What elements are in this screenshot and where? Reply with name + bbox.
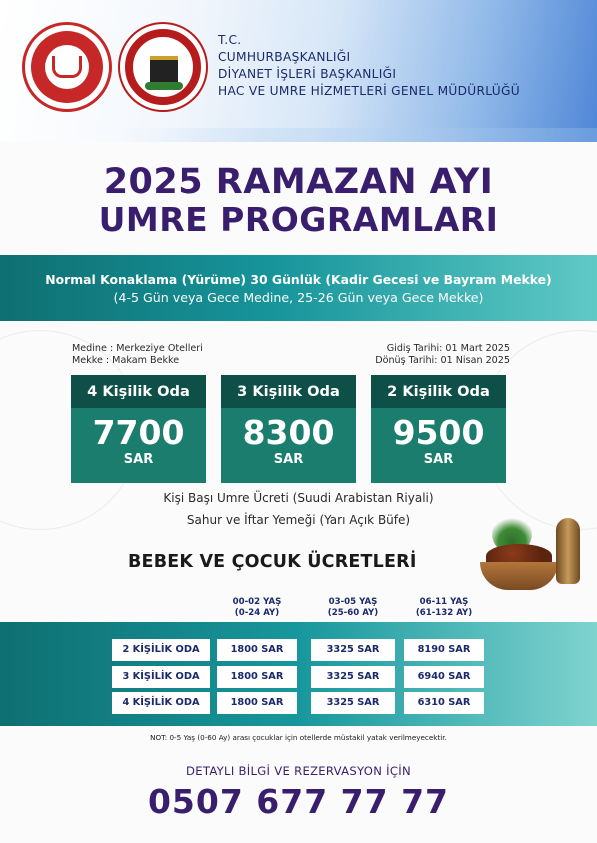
table-cell: 3325 SAR (311, 692, 395, 714)
bowl-icon (480, 562, 558, 590)
room-price: 9500 (392, 413, 485, 452)
age-months: (61-132 AY) (415, 608, 473, 618)
hac-umre-logo (118, 22, 208, 112)
table-cell: 1800 SAR (217, 666, 297, 688)
program-band (0, 255, 597, 321)
children-section-title: BEBEK VE ÇOCUK ÜCRETLERİ (128, 552, 417, 572)
hotel-mekke: Mekke : Makam Bekke (72, 355, 180, 366)
age-column-header (404, 597, 484, 619)
table-row-label: 4 KİŞİLİK ODA (112, 692, 210, 714)
logo-emblem-icon (52, 56, 82, 78)
org-line: HAC VE UMRE HİZMETLERİ GENEL MÜDÜRLÜĞÜ (218, 84, 520, 98)
kaaba-icon (150, 56, 178, 82)
contact-label: DETAYLI BİLGİ VE REZERVASYON İÇİN (186, 764, 411, 778)
room-currency: SAR (123, 452, 154, 467)
meal-note: Sahur ve İftar Yemeği (Yarı Açık Büfe) (186, 513, 411, 527)
room-price: 8300 (242, 413, 335, 452)
program-description: Normal Konaklama (Yürüme) 30 Günlük (Kadir Gecesi ve Bayram Mekke) (45, 272, 552, 287)
age-months: (25-60 AY) (327, 608, 379, 618)
org-line: DİYANET İŞLERİ BAŞKANLIĞI (218, 67, 397, 81)
room-currency: SAR (423, 452, 454, 467)
room-currency: SAR (273, 452, 304, 467)
table-cell: 6940 SAR (404, 666, 484, 688)
price-note: Kişi Başı Umre Ücreti (Suudi Arabistan Riyali) (163, 491, 434, 505)
room-label: 2 Kişilik Oda (371, 375, 506, 408)
age-column-header (313, 597, 393, 619)
children-footnote: NOT: 0-5 Yaş (0-60 Ay) arası çocuklar için otellerde müstakil yatak verilmeyecektir. (150, 733, 447, 742)
children-price-band (0, 622, 597, 726)
return-date: Dönüş Tarihi: 01 Nisan 2025 (375, 355, 510, 366)
contact-phone: 0507 677 77 77 (147, 782, 450, 821)
age-range: 00-02 YAŞ (232, 597, 282, 607)
page-title-line2: UMRE PROGRAMLARI (98, 200, 499, 239)
table-cell: 8190 SAR (404, 639, 484, 661)
room-label: 4 Kişilik Oda (71, 375, 206, 408)
dome-icon (145, 82, 183, 90)
table-cell: 6310 SAR (404, 692, 484, 714)
table-row-label: 3 KİŞİLİK ODA (112, 666, 210, 688)
age-column-header (217, 597, 297, 619)
header-band (0, 0, 597, 142)
departure-date: Gidiş Tarihi: 01 Mart 2025 (386, 343, 510, 354)
date-info (375, 343, 510, 367)
table-cell: 3325 SAR (311, 639, 395, 661)
room-card (71, 375, 206, 483)
coffee-pot-icon (556, 518, 580, 584)
hotel-medine: Medine : Merkeziye Otelleri (72, 343, 203, 354)
org-line: T.C. (218, 33, 242, 47)
page-title-line1: 2025 RAMAZAN AYI (103, 162, 494, 202)
age-range: 06-11 YAŞ (419, 597, 469, 607)
hotel-info (72, 343, 203, 367)
table-cell: 1800 SAR (217, 692, 297, 714)
room-price: 7700 (92, 413, 185, 452)
table-cell: 3325 SAR (311, 666, 395, 688)
age-range: 03-05 YAŞ (328, 597, 378, 607)
dates-bowl-image (472, 510, 590, 600)
room-card (371, 375, 506, 483)
diyanet-logo (22, 22, 112, 112)
table-row-label: 2 KİŞİLİK ODA (112, 639, 210, 661)
table-cell: 1800 SAR (217, 639, 297, 661)
room-label: 3 Kişilik Oda (221, 375, 356, 408)
program-duration: (4-5 Gün veya Gece Medine, 25-26 Gün veya Gece Mekke) (113, 290, 484, 305)
age-months: (0-24 AY) (234, 608, 280, 618)
room-card (221, 375, 356, 483)
org-line: CUMHURBAŞKANLIĞI (218, 50, 351, 64)
organization-name (218, 32, 520, 100)
